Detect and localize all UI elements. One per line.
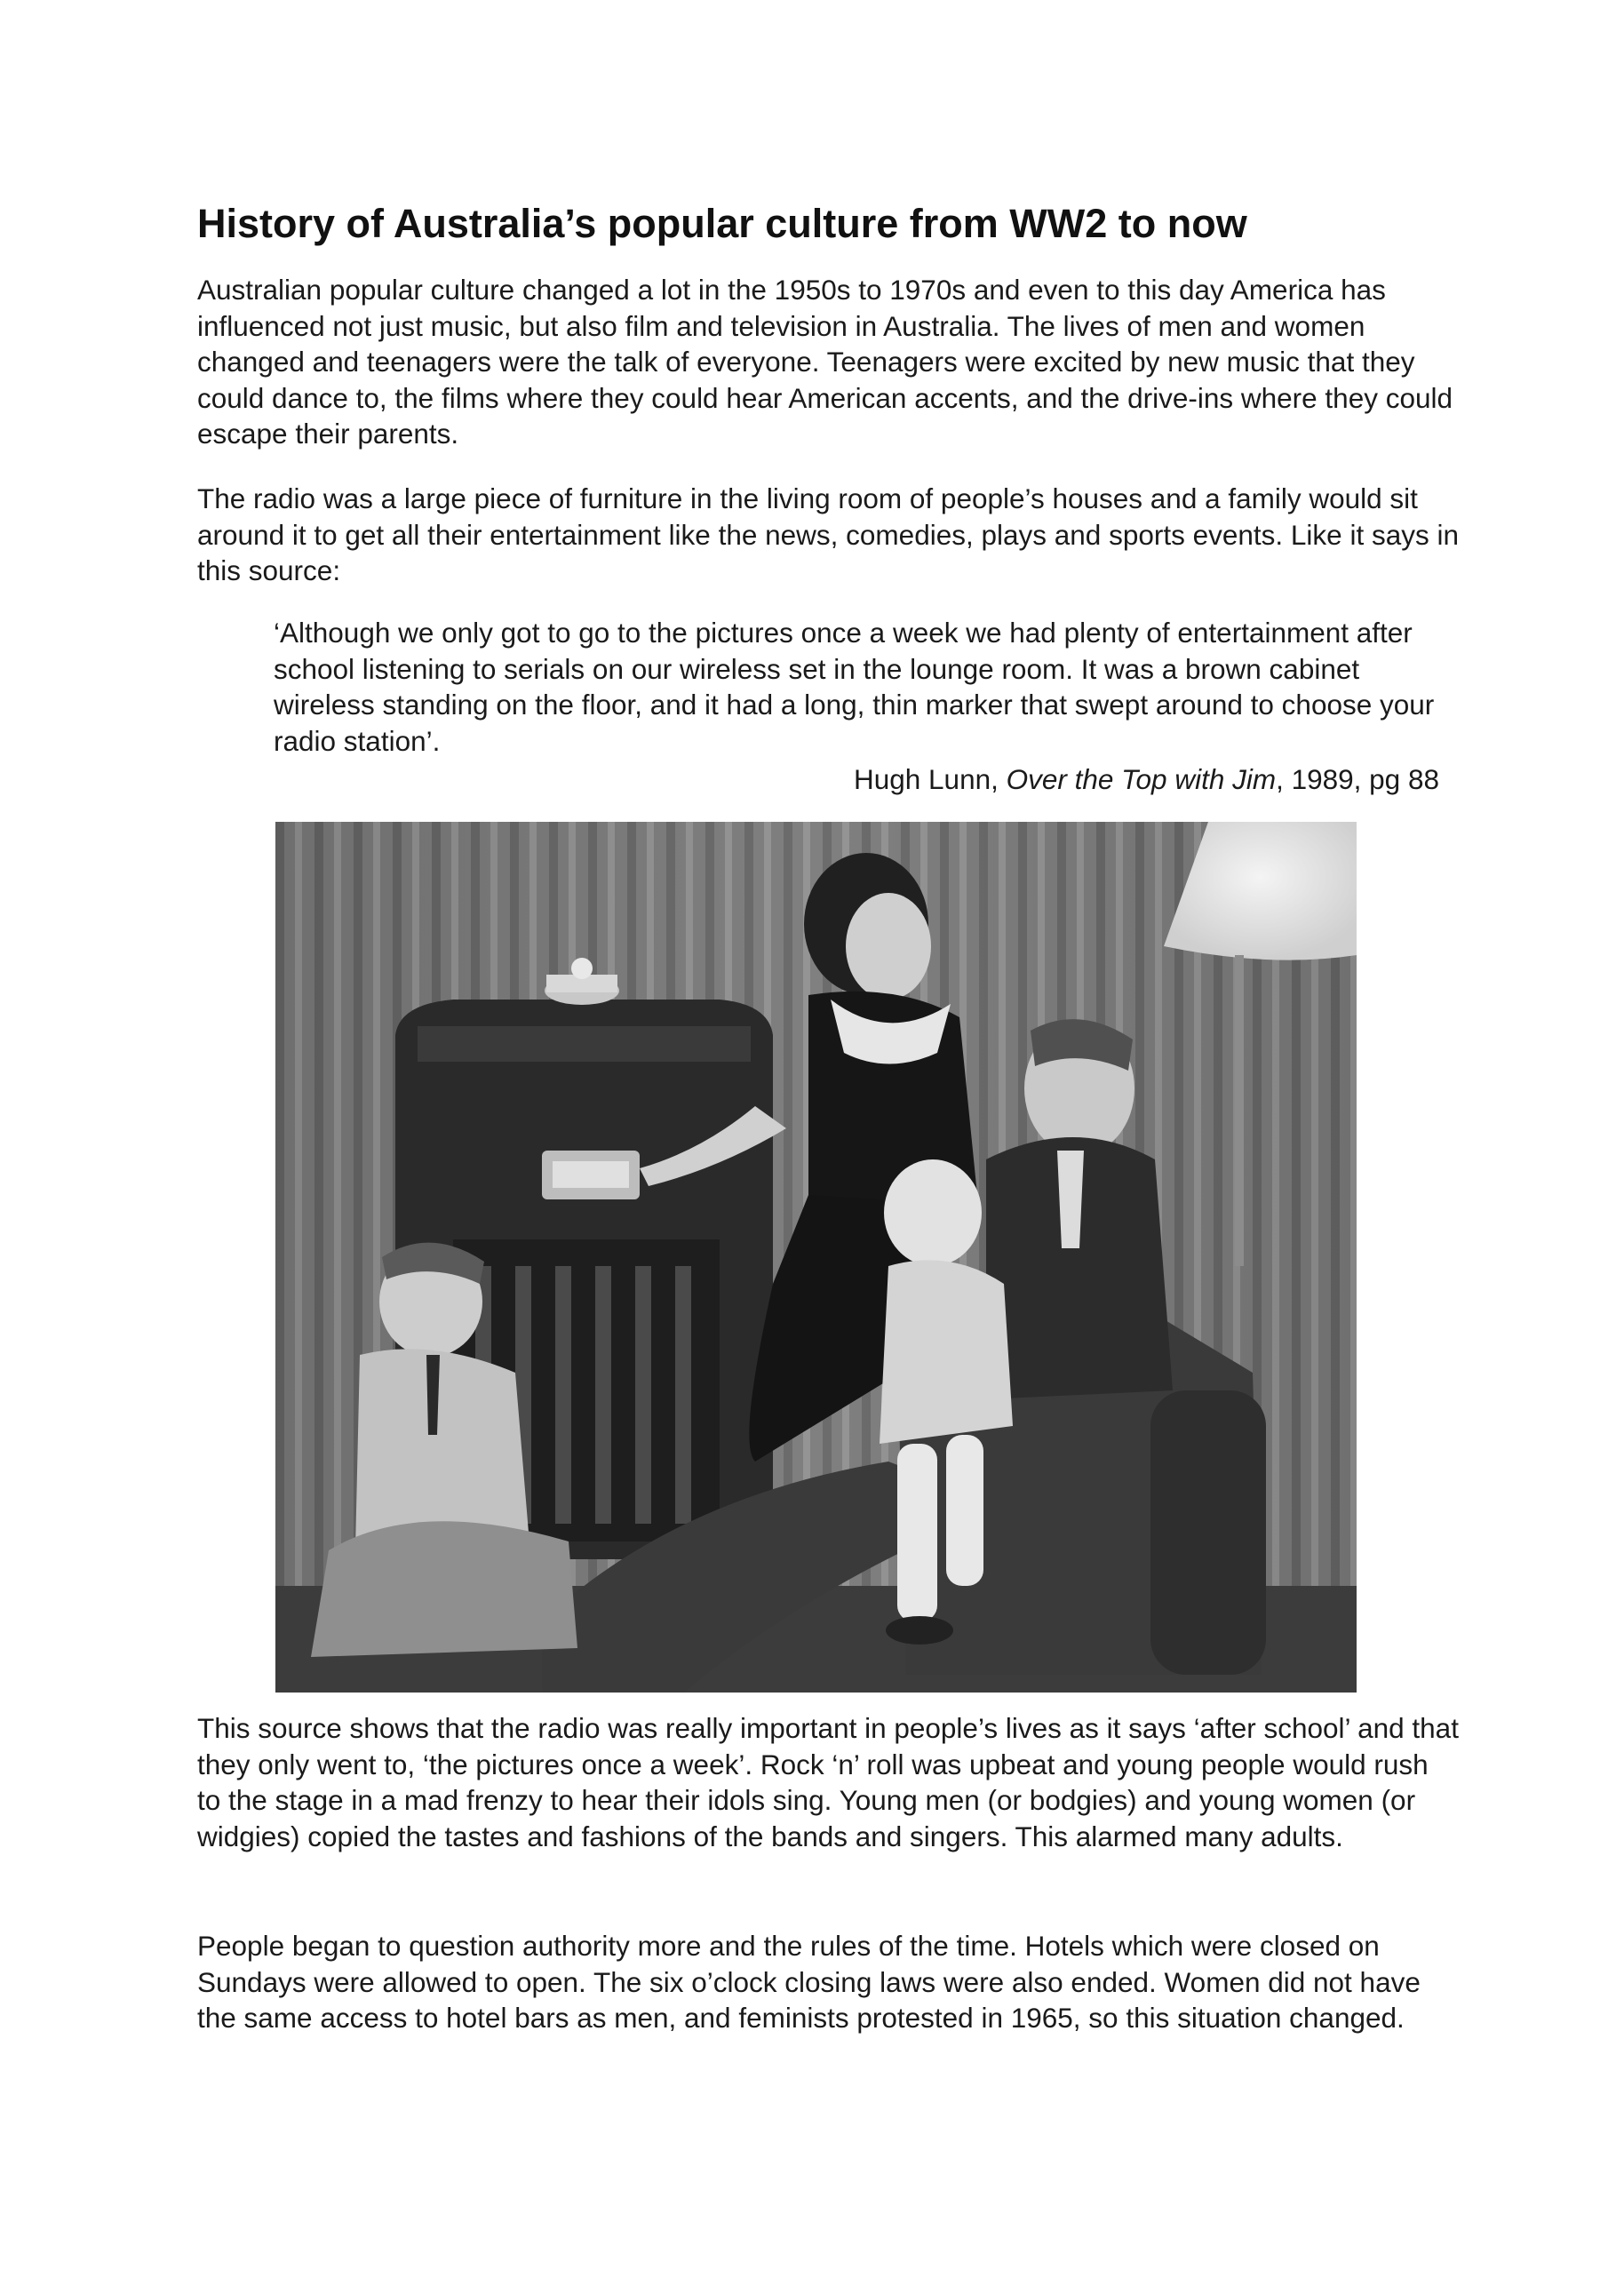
analysis-paragraph: This source shows that the radio was really important in people’s lives as it says ‘after school’ and that they only went to, ‘the pictures once a week’. Rock ‘n’ roll was upbeat and young people would rush to the stage in a mad frenzy to hear their idols sing. Young men (or bodgies) and young women (or widgies) copied the tastes and fashions of the bands and singers. This alarmed many adults. [197, 1712, 1459, 1852]
page-title: History of Australia’s popular culture from WW2 to now [197, 201, 1247, 246]
citation-details: , 1989, pg 88 [1276, 763, 1439, 795]
citation-work: Over the Top with Jim [1006, 763, 1277, 795]
radio-paragraph: The radio was a large piece of furniture in the living room of people’s houses and a family would sit around it to get all their entertainment like the news, comedies, plays and sports events. Like it says in this source: [197, 482, 1459, 586]
block-quote: ‘Although we only got to go to the pictures once a week we had plenty of entertainment after school listening to serials on our wireless set in the lounge room. It was a brown cabinet wireless standing on the floor, and it had a long, thin marker that swept around to choose your radio station’. [274, 617, 1435, 757]
quote-citation [622, 761, 1439, 797]
family-radio-photo [275, 822, 1357, 1693]
citation-author: Hugh Lunn, [853, 763, 1007, 795]
authority-paragraph: People began to question authority more and the rules of the time. Hotels which were closed on Sundays were allowed to open. The six o’clock closing laws were also ended. Women did not have the same access to hotel bars as men, and feminists protested in 1965, so this situation changed. [197, 1930, 1421, 2034]
family-listening-to-radio-photo-icon [275, 822, 1357, 1693]
intro-paragraph: Australian popular culture changed a lot in the 1950s to 1970s and even to this day America has influenced not just music, but also film and television in Australia. The lives of men and women changed and teenagers were the talk of everyone. Teenagers were excited by new music that they could dance to, the films where they could hear American accents, and the drive-ins where they could escape their parents. [197, 274, 1453, 450]
